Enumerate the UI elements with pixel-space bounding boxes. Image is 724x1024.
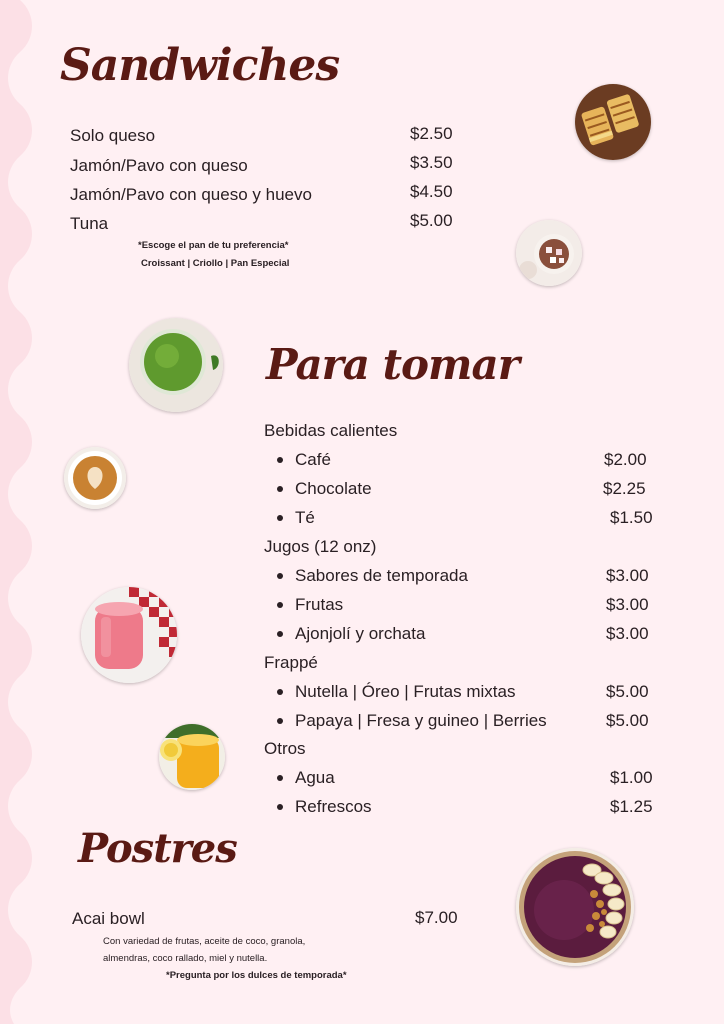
desserts-title: Postres bbox=[78, 825, 237, 872]
menu-item-price: $5.00 bbox=[606, 711, 649, 730]
sandwiches-title: Sandwiches bbox=[60, 40, 340, 91]
menu-item-name: Té bbox=[295, 508, 315, 527]
menu-item-name: Papaya | Fresa y guineo | Berries bbox=[295, 711, 547, 730]
bullet bbox=[277, 718, 283, 724]
bread-choice-note: *Escoge el pan de tu preferencia* bbox=[138, 240, 289, 251]
menu-item-name: Agua bbox=[295, 768, 335, 787]
menu-item-name: Jamón/Pavo con queso y huevo bbox=[70, 185, 312, 204]
menu-item-name: Ajonjolí y orchata bbox=[295, 624, 426, 643]
menu-item-price: $7.00 bbox=[415, 908, 458, 927]
grilled-sandwich-photo bbox=[575, 84, 651, 160]
item-description: almendras, coco rallado, miel y nutella. bbox=[103, 953, 268, 964]
category-heading: Frappé bbox=[264, 653, 318, 672]
menu-item-price: $5.00 bbox=[410, 211, 453, 230]
category-heading: Otros bbox=[264, 739, 306, 758]
menu-item-price: $2.00 bbox=[604, 450, 647, 469]
bullet bbox=[277, 804, 283, 810]
bullet bbox=[277, 486, 283, 492]
seasonal-desserts-note: *Pregunta por los dulces de temporada* bbox=[166, 970, 347, 981]
menu-item-price: $3.50 bbox=[410, 153, 453, 172]
menu-item-price: $3.00 bbox=[606, 624, 649, 643]
menu-item-price: $1.00 bbox=[610, 768, 653, 787]
menu-item-name: Frutas bbox=[295, 595, 344, 614]
bullet bbox=[277, 689, 283, 695]
mango-juice-photo bbox=[159, 724, 225, 790]
hot-chocolate-photo bbox=[516, 220, 582, 286]
green-juice-photo bbox=[129, 318, 223, 412]
menu-item-price: $2.50 bbox=[410, 124, 453, 143]
menu-item-name: Acai bowl bbox=[72, 909, 145, 928]
drinks-title: Para tomar bbox=[266, 340, 519, 389]
latte-photo bbox=[64, 447, 126, 509]
bullet bbox=[277, 515, 283, 521]
category-heading: Jugos (12 onz) bbox=[264, 537, 377, 556]
menu-item-name: Chocolate bbox=[295, 479, 372, 498]
bullet bbox=[277, 775, 283, 781]
strawberry-smoothie-photo bbox=[81, 587, 177, 683]
menu-item-name: Nutella | Óreo | Frutas mixtas bbox=[295, 682, 516, 701]
wavy-border-decoration bbox=[0, 0, 40, 1024]
menu-item-name: Café bbox=[295, 450, 331, 469]
menu-item-price: $2.25 bbox=[603, 479, 646, 498]
bread-options: Croissant | Criollo | Pan Especial bbox=[141, 258, 290, 269]
item-description: Con variedad de frutas, aceite de coco, granola, bbox=[103, 936, 306, 947]
bullet bbox=[277, 602, 283, 608]
acai-bowl-photo bbox=[516, 848, 634, 966]
menu-item-name: Jamón/Pavo con queso bbox=[70, 156, 248, 175]
bullet bbox=[277, 457, 283, 463]
menu-item-price: $1.25 bbox=[610, 797, 653, 816]
menu-item-name: Solo queso bbox=[70, 126, 156, 145]
category-heading: Bebidas calientes bbox=[264, 421, 398, 440]
menu-item-name: Refrescos bbox=[295, 797, 372, 816]
menu-item-price: $3.00 bbox=[606, 595, 649, 614]
menu-item-name: Sabores de temporada bbox=[295, 566, 468, 585]
menu-item-price: $5.00 bbox=[606, 682, 649, 701]
menu-item-name: Tuna bbox=[70, 214, 109, 233]
menu-item-price: $3.00 bbox=[606, 566, 649, 585]
bullet bbox=[277, 631, 283, 637]
bullet bbox=[277, 573, 283, 579]
menu-item-price: $4.50 bbox=[410, 182, 453, 201]
menu-item-price: $1.50 bbox=[610, 508, 653, 527]
